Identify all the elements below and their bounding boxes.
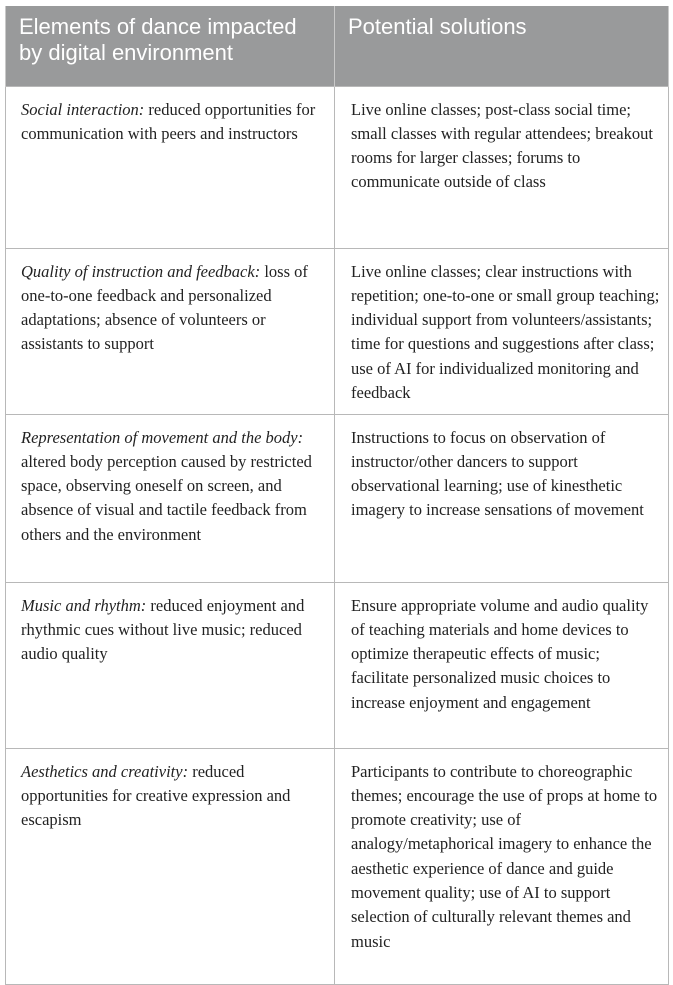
element-cell: [6, 748, 335, 984]
solution-cell: Live online classes; post-class social time; small classes with regular attendees; breakout rooms for larger classes; forums to communicate outside of class: [335, 86, 669, 248]
table-header-row: [6, 6, 669, 86]
solution-cell: Instructions to focus on observation of instructor/other dancers to support observational learning; use of kinesthetic imagery to increase sensations of movement: [335, 414, 669, 582]
header-solutions: Potential solutions: [335, 6, 669, 86]
solution-cell: Participants to contribute to choreographic themes; encourage the use of props at home to promote creativity; use of analogy/metaphorical imagery to enhance the aesthetic experience of dance and guide movement quality; use of AI to support selection of culturally relevant themes and music: [335, 748, 669, 984]
element-text: reduced opportunities for communication with peers and instructors: [21, 99, 316, 143]
element-text: loss of one-to-one feedback and personalized adaptations; absence of volunteers or assistants to support: [21, 261, 308, 354]
element-text: altered body perception caused by restricted space, observing oneself on screen, and absence of visual and tactile feedback from others and the environment: [21, 451, 312, 544]
element-title: Music and rhythm:: [21, 595, 147, 615]
element-title: Social interaction:: [21, 99, 145, 119]
table-row: [6, 748, 669, 984]
dance-digital-table: [5, 6, 669, 985]
element-title: Aesthetics and creativity:: [21, 761, 189, 781]
element-cell: [6, 248, 335, 414]
table-row: [6, 582, 669, 748]
element-text: reduced opportunities for creative expression and escapism: [21, 761, 291, 830]
table-row: [6, 414, 669, 582]
element-cell: [6, 414, 335, 582]
element-title: Quality of instruction and feedback:: [21, 261, 261, 281]
solution-cell: Live online classes; clear instructions with repetition; one-to-one or small group teaching; individual support from volunteers/assistants; time for questions and suggestions after class; use of AI for individualized monitoring and feedback: [335, 248, 669, 414]
table-row: [6, 248, 669, 414]
header-elements: Elements of dance impacted by digital environment: [6, 6, 335, 86]
element-text: reduced enjoyment and rhythmic cues without live music; reduced audio quality: [21, 595, 305, 664]
table-row: [6, 86, 669, 248]
element-cell: [6, 86, 335, 248]
solution-cell: Ensure appropriate volume and audio quality of teaching materials and home devices to optimize therapeutic effects of music; facilitate personalized music choices to increase enjoyment and engagement: [335, 582, 669, 748]
element-cell: [6, 582, 335, 748]
element-title: Representation of movement and the body:: [21, 427, 304, 447]
